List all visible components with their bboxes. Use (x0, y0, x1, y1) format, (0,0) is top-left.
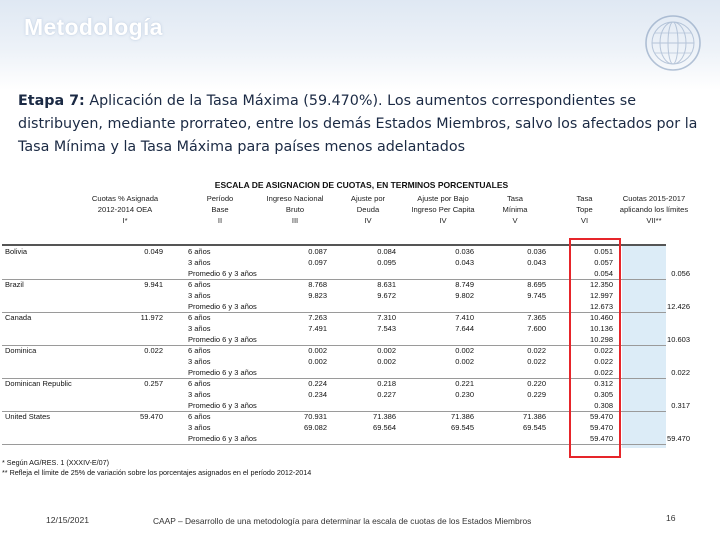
assigned-quota-value: 11.972 (140, 313, 163, 322)
row-divider (2, 312, 666, 313)
column-header-line: VII** (646, 216, 662, 226)
assigned-quota-value: 59.470 (140, 412, 163, 421)
column-header-line: I* (122, 216, 128, 226)
period-label (188, 346, 257, 378)
low-income-cell-value: 0.036 (455, 247, 474, 256)
final-quota (667, 434, 690, 445)
gni-cell-value: 7.491 (308, 323, 327, 333)
low-income-cell-value: 8.749 (455, 280, 474, 289)
column-header (255, 193, 335, 227)
cap-cell-value: 10.136 (590, 323, 613, 333)
min-rate-cell-value: 8.695 (527, 280, 546, 289)
period-label-value: Promedio 6 y 3 años (188, 400, 257, 410)
column-header-line: Bruto (285, 205, 305, 215)
period-label (188, 247, 257, 279)
table-note: ** Refleja el límite de 25% de variación sobre los porcentajes asignados en el período 2012-2014 (2, 468, 312, 477)
debt-cell-value: 7.310 (377, 313, 396, 322)
final-quota-value: 59.470 (667, 434, 690, 443)
gni-cell-value: 0.234 (308, 389, 327, 399)
min-rate-cell-value: 0.043 (527, 257, 546, 267)
debt-cell (377, 280, 396, 302)
country-name: United States (5, 412, 51, 421)
column-header-line: Tasa (506, 194, 524, 203)
slide-title: Metodología (24, 14, 163, 40)
final-quota-value: 10.603 (667, 335, 690, 344)
final-quota (671, 368, 690, 379)
country-name: Canada (5, 313, 32, 322)
cap-cell-value: 0.022 (594, 346, 613, 355)
min-rate-cell-value: 7.365 (527, 313, 546, 322)
final-quota-value: 0.056 (671, 269, 690, 278)
debt-cell-value: 9.672 (377, 290, 396, 300)
min-rate-cell-value: 0.220 (527, 379, 546, 388)
column-header (402, 193, 484, 227)
debt-cell-value: 0.084 (377, 247, 396, 256)
assigned-quota (144, 280, 163, 291)
period-label-value: 3 años (188, 323, 211, 333)
gni-cell (304, 412, 327, 434)
gni-cell (308, 379, 327, 401)
low-income-cell-value: 69.545 (451, 422, 474, 432)
period-label-value: 3 años (188, 422, 211, 432)
period-label-value: 3 años (188, 389, 211, 399)
final-quota-value: 0.022 (671, 368, 690, 377)
min-rate-cell-value: 71.386 (523, 412, 546, 421)
period-label-value: 6 años (188, 280, 211, 289)
debt-cell-value: 7.543 (377, 323, 396, 333)
assigned-quota (144, 379, 163, 390)
min-rate-cell-value: 7.600 (527, 323, 546, 333)
column-header (490, 193, 540, 227)
period-label-value: 3 años (188, 257, 211, 267)
low-income-cell (455, 346, 474, 368)
oas-seal-logo (642, 12, 704, 74)
min-rate-cell-value: 0.229 (527, 389, 546, 399)
debt-cell-value: 0.218 (377, 379, 396, 388)
row-divider (2, 279, 666, 280)
country-name: Dominican Republic (5, 379, 72, 388)
cap-cell-value: 0.312 (594, 379, 613, 388)
gni-cell-value: 0.002 (308, 346, 327, 355)
period-label-value: Promedio 6 y 3 años (188, 301, 257, 311)
final-quota (667, 302, 690, 313)
min-rate-cell (527, 247, 546, 269)
column-header-line: 2012-2014 OEA (97, 205, 153, 215)
cap-cell-value: 0.022 (594, 367, 613, 377)
debt-cell-value: 0.002 (377, 356, 396, 366)
row-divider (2, 411, 666, 412)
column-header (562, 193, 607, 227)
debt-cell-value: 69.564 (373, 422, 396, 432)
debt-cell (377, 313, 396, 335)
assigned-quota-value: 0.257 (144, 379, 163, 388)
cap-cell-value: 0.051 (594, 247, 613, 256)
column-header-line: Tasa (576, 194, 593, 203)
cap-cell-value: 12.997 (590, 290, 613, 300)
column-header (338, 193, 398, 227)
period-label-value: Promedio 6 y 3 años (188, 367, 257, 377)
debt-cell-value: 0.227 (377, 389, 396, 399)
low-income-cell (455, 280, 474, 302)
column-header-line: III (291, 216, 299, 226)
min-rate-cell-value: 0.036 (527, 247, 546, 256)
final-column-band (622, 245, 666, 448)
low-income-cell-value: 7.410 (455, 313, 474, 322)
period-label-value: 6 años (188, 346, 211, 355)
debt-cell (377, 247, 396, 269)
gni-cell (308, 346, 327, 368)
debt-cell-value: 0.095 (377, 257, 396, 267)
cap-cell-value: 12.673 (590, 301, 613, 311)
period-label-value: 3 años (188, 290, 211, 300)
cap-cell-value: 12.350 (590, 280, 613, 289)
gni-cell (308, 280, 327, 302)
period-label-value: Promedio 6 y 3 años (188, 334, 257, 344)
gni-cell-value: 0.097 (308, 257, 327, 267)
country-name: Dominica (5, 346, 37, 355)
final-quota (667, 335, 690, 346)
low-income-cell-value: 0.221 (455, 379, 474, 388)
min-rate-cell (527, 313, 546, 335)
min-rate-cell-value: 69.545 (523, 422, 546, 432)
period-label-value: 6 años (188, 247, 211, 256)
gni-cell-value: 0.002 (308, 356, 327, 366)
column-header-line: IV (439, 216, 447, 226)
column-header-line: Período (206, 194, 234, 203)
gni-cell-value: 8.768 (308, 280, 327, 289)
period-label-value: 6 años (188, 379, 211, 388)
cap-cell-value: 0.308 (594, 400, 613, 410)
debt-cell-value: 0.002 (377, 346, 396, 355)
stage-description (18, 90, 708, 159)
column-header-line: II (217, 216, 223, 226)
cap-cell-value: 59.470 (590, 433, 613, 443)
stage-text: Aplicación de la Tasa Máxima (59.470%). Los aumentos correspondientes se distribuyen, mediante prorrateo, entre los demás Estados Miembros, salvo los afectados por la Tasa Mínima y la Tasa Máxima para países menos adelantados (18, 93, 698, 155)
country-name: Brazil (5, 280, 24, 289)
min-rate-cell (527, 280, 546, 302)
period-label (188, 412, 257, 444)
min-rate-cell (527, 379, 546, 401)
period-label-value: 6 años (188, 313, 211, 322)
gni-cell-value: 69.082 (304, 422, 327, 432)
period-label (188, 280, 257, 312)
assigned-quota-value: 0.049 (144, 247, 163, 256)
low-income-cell (451, 412, 474, 434)
table-note: * Según AG/RES. 1 (XXXIV-E/07) (2, 458, 110, 467)
column-header-line: Ajuste por (350, 194, 386, 203)
min-rate-cell-value: 9.745 (527, 290, 546, 300)
final-quota (671, 269, 690, 280)
column-header-line: aplicando los límites (619, 205, 689, 215)
column-header-line: VI (580, 216, 589, 226)
assigned-quota (141, 313, 163, 324)
cap-column-highlight (569, 238, 621, 458)
column-header (80, 193, 170, 227)
low-income-cell-value: 0.002 (455, 346, 474, 355)
gni-cell-value: 0.087 (308, 247, 327, 256)
column-header-line: Ajuste por Bajo (417, 194, 469, 203)
column-header-line: Cuotas 2015-2017 (622, 194, 686, 203)
stage-label: Etapa 7: (18, 93, 85, 109)
low-income-cell (455, 379, 474, 401)
footer-date: 12/15/2021 (46, 515, 90, 525)
debt-cell (377, 379, 396, 401)
low-income-cell-value: 0.002 (455, 356, 474, 366)
debt-cell-value: 71.386 (373, 412, 396, 421)
low-income-cell-value: 71.386 (451, 412, 474, 421)
low-income-cell-value: 9.802 (455, 290, 474, 300)
assigned-quota (144, 346, 163, 357)
min-rate-cell (523, 412, 546, 434)
row-divider (2, 378, 666, 379)
cap-cell-value: 0.057 (594, 257, 613, 267)
table-title: ESCALA DE ASIGNACION DE CUOTAS, EN TERMINOS PORCENTUALES (214, 180, 509, 190)
final-quota-value: 0.317 (671, 401, 690, 410)
column-header-line: Ingreso Per Capita (411, 205, 475, 215)
page-number: 16 (666, 513, 676, 523)
period-label (188, 313, 257, 345)
min-rate-cell-value: 0.022 (527, 356, 546, 366)
column-header (606, 193, 702, 227)
column-header-line: Base (211, 205, 229, 215)
column-header (190, 193, 250, 227)
gni-cell-value: 7.263 (308, 313, 327, 322)
low-income-cell-value: 0.043 (455, 257, 474, 267)
gni-cell-value: 70.931 (304, 412, 327, 421)
cap-cell-value: 0.054 (594, 268, 613, 278)
min-rate-cell (527, 346, 546, 368)
period-label-value: 3 años (188, 356, 211, 366)
column-header-line: Cuotas % Asignada (91, 194, 159, 203)
column-header-line: V (512, 216, 518, 226)
cap-cell-value: 0.022 (594, 356, 613, 366)
gni-cell-value: 0.224 (308, 379, 327, 388)
column-header-line: Deuda (356, 205, 380, 215)
cap-cell-value: 0.305 (594, 389, 613, 399)
column-header-line: IV (364, 216, 372, 226)
period-label (188, 379, 257, 411)
column-header-line: Tope (576, 205, 593, 215)
period-label-value: 6 años (188, 412, 211, 421)
low-income-cell (455, 313, 474, 335)
debt-cell (373, 412, 396, 434)
cap-cell-value: 10.460 (590, 313, 613, 322)
low-income-cell-value: 0.230 (455, 389, 474, 399)
footer-text: CAAP – Desarrollo de una metodología para determinar la escala de cuotas de los Estados Miembros (153, 516, 532, 526)
column-header-line: Ingreso Nacional (266, 194, 324, 203)
gni-cell (308, 247, 327, 269)
column-header-line: Mínima (502, 205, 528, 215)
debt-cell (377, 346, 396, 368)
country-name: Bolivia (5, 247, 28, 256)
header-rule (2, 244, 666, 246)
cap-cell-value: 59.470 (590, 422, 613, 432)
low-income-cell (455, 247, 474, 269)
final-quota-value: 12.426 (667, 302, 690, 311)
assigned-quota (140, 412, 163, 423)
assigned-quota-value: 0.022 (144, 346, 163, 355)
min-rate-cell-value: 0.022 (527, 346, 546, 355)
gni-cell-value: 9.823 (308, 290, 327, 300)
cap-cell-value: 10.298 (590, 334, 613, 344)
debt-cell-value: 8.631 (377, 280, 396, 289)
period-label-value: Promedio 6 y 3 años (188, 268, 257, 278)
assigned-quota-value: 9.941 (144, 280, 163, 289)
row-divider (2, 444, 666, 445)
final-quota (671, 401, 690, 412)
row-divider (2, 345, 666, 346)
gni-cell (308, 313, 327, 335)
assigned-quota (144, 247, 163, 258)
period-label-value: Promedio 6 y 3 años (188, 433, 257, 443)
cap-cell-value: 59.470 (590, 412, 613, 421)
low-income-cell-value: 7.644 (455, 323, 474, 333)
